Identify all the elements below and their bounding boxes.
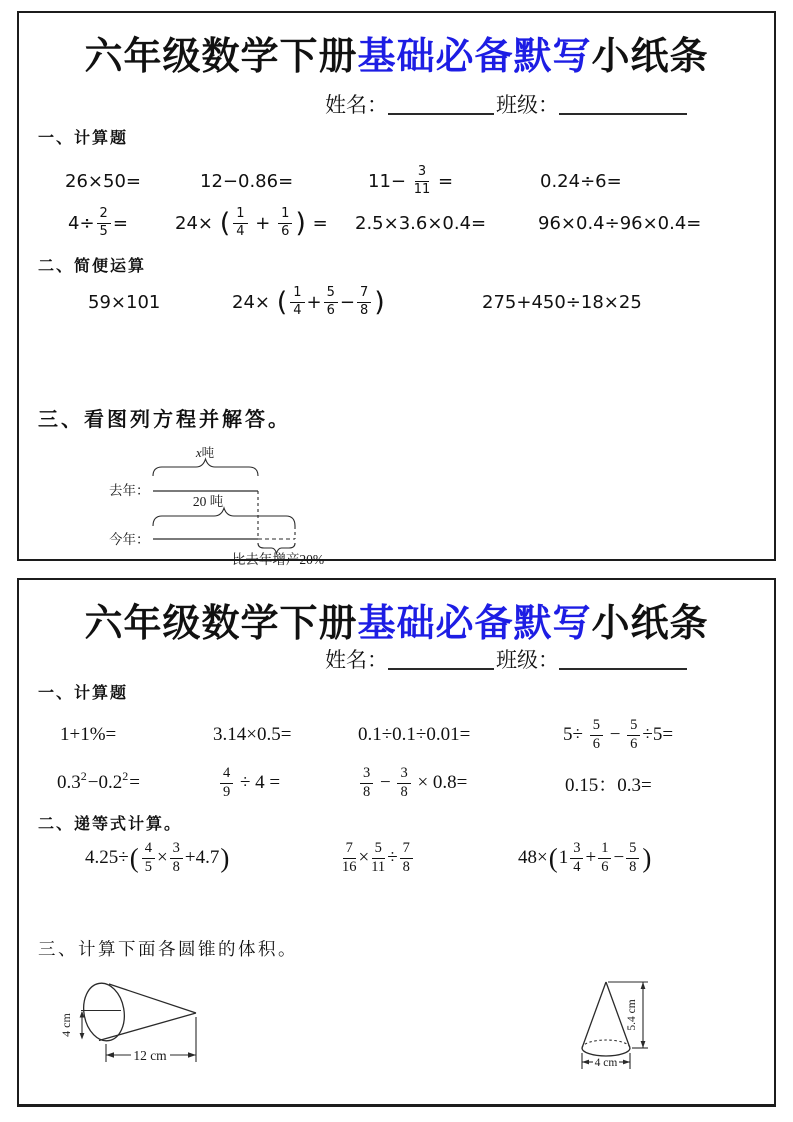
expression: 3.14×0.5= — [213, 724, 292, 745]
expression: 4.25÷ ( $\frac{4}{5}$ × $\frac{3}{8}$ +4.7 ) — [85, 839, 230, 875]
arrow-down — [80, 1033, 85, 1040]
title-highlight: 基础必备默写 — [357, 36, 592, 78]
expression: 24× ( $\frac{1}{4}$ + $\frac{1}{6}$ ) = — [175, 206, 328, 239]
expression: 12−0.86= — [200, 170, 294, 192]
section-1-heading: 一、计算题 — [38, 685, 129, 702]
page-title — [19, 25, 774, 80]
expression: 26×50= — [65, 170, 141, 192]
x-tons-label: x吨 — [195, 445, 215, 460]
expression: 0.1÷0.1÷0.01= — [358, 724, 471, 745]
arrow-up — [641, 982, 646, 989]
class-label: 班级： — [496, 648, 559, 672]
expression: 59×101 — [88, 291, 161, 313]
cone-lower-edge — [99, 1013, 196, 1041]
class-blank-line — [559, 648, 687, 670]
arrow-left — [106, 1052, 114, 1057]
expression: 0.15：0.3= — [565, 774, 652, 796]
expression: 0.3 $^2$ −0.2 $^2$ = — [57, 768, 140, 793]
expression: 11− $\frac{3}{11}$ = — [368, 164, 454, 197]
this-year-brace — [153, 508, 295, 526]
class-blank-line — [559, 93, 687, 115]
expression: 2.5×3.6×0.4= — [355, 212, 487, 234]
length-label: 12 cm — [133, 1048, 167, 1063]
base-back-arc — [582, 1040, 630, 1048]
section-2-heading: 二、递等式计算。 — [38, 816, 183, 833]
arrow-right — [188, 1052, 196, 1057]
section-3-heading: 三、看图列方程并解答。 — [38, 409, 291, 431]
name-blank-line — [388, 93, 494, 115]
title-post: 小纸条 — [591, 603, 709, 645]
arrow-down — [641, 1041, 646, 1048]
expression: $\frac{7}{16}$ × $\frac{5}{11}$ ÷ $\frac{7}{8}$ — [340, 835, 415, 881]
base-front-arc — [582, 1048, 630, 1056]
diameter-label: 4 cm — [594, 1057, 618, 1069]
height-label: 5.4 cm — [626, 999, 638, 1031]
expression: $\frac{4}{9}$ ÷ 4 = — [218, 760, 280, 806]
this-year-label: 今年： — [109, 532, 150, 547]
cone-upper-edge — [109, 984, 196, 1013]
increase-label: 比去年增产20% — [231, 552, 325, 567]
expression: 96×0.4÷96×0.4= — [538, 212, 702, 234]
worksheet-panel-1 — [17, 11, 776, 567]
bar-diagram — [95, 446, 430, 566]
expression: 0.24÷6= — [540, 170, 622, 192]
cone-figure-1 — [59, 972, 219, 1092]
last-year-label: 去年： — [109, 483, 150, 498]
section-2-heading: 二、简便运算 — [38, 258, 147, 275]
radius-label: 4 cm — [59, 1013, 73, 1037]
title-post: 小纸条 — [591, 36, 709, 78]
name-label: 姓名： — [325, 93, 388, 117]
amount-label: 20 吨 — [192, 494, 224, 509]
name-class-line — [325, 644, 687, 674]
expression: 275+450÷18×25 — [482, 291, 642, 313]
worksheet-panel-2 — [17, 578, 776, 1107]
expression: 24× ( $\frac{1}{4}$ + $\frac{5}{6}$ − $\frac{7}{8}$ ) — [232, 285, 385, 318]
section-3-heading: 三、计算下面各圆锥的体积。 — [38, 939, 298, 959]
class-label: 班级： — [496, 93, 559, 117]
cone-left-edge — [582, 982, 606, 1048]
expression: 1+1%= — [60, 724, 117, 745]
expression: 4÷ $\frac{2}{5}$ = — [68, 206, 128, 239]
last-year-brace — [153, 459, 258, 476]
page-title — [19, 592, 774, 647]
expression: $\frac{3}{8}$ − $\frac{3}{8}$ × 0.8= — [358, 760, 467, 806]
name-label: 姓名： — [325, 648, 388, 672]
cone-figure-2 — [566, 958, 676, 1088]
title-pre: 六年级数学下册 — [84, 603, 358, 645]
title-pre: 六年级数学下册 — [84, 36, 358, 78]
name-blank-line — [388, 648, 494, 670]
name-class-line — [325, 89, 687, 119]
expression: 48× ( 1 $\frac{3}{4}$ + $\frac{1}{6}$ − $\frac{5}{8}$ ) — [518, 839, 652, 875]
title-highlight: 基础必备默写 — [357, 603, 592, 645]
section-1-heading: 一、计算题 — [38, 130, 129, 147]
arrow-left — [582, 1060, 589, 1065]
arrow-right — [623, 1060, 630, 1065]
expression: 5÷ $\frac{5}{6}$ − $\frac{5}{6}$ ÷5= — [563, 716, 674, 752]
